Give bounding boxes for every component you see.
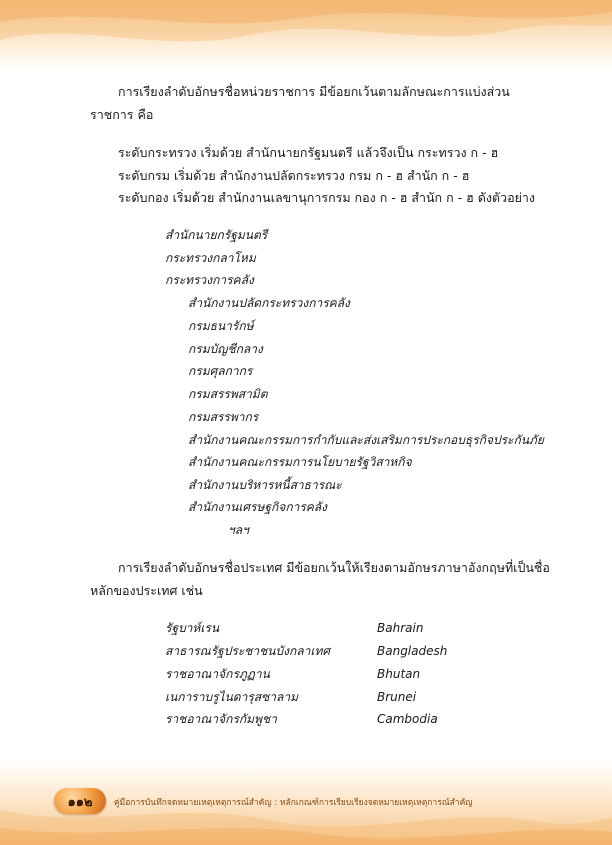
list-item-sub: กรมสรรพสามิต [188, 387, 268, 401]
list-item-sub: กรมศุลกากร [188, 364, 253, 378]
header-wave-pattern [0, 0, 612, 70]
list-item-sub: กรมบัญชีกลาง [188, 342, 263, 356]
country-thai-name: เนการาบรูไนดารุสซาลาม [165, 690, 298, 704]
footer-title: คู่มือการบันทึกจดหมายเหตุเหตุการณ์สำคัญ : หลักเกณฑ์การเรียบเรียงจดหมายเหตุเหตุการณ์สำคัญ [114, 798, 473, 808]
country-english-name: Bhutan [377, 667, 421, 681]
paragraph2-line1: การเรียงลำดับอักษรชื่อประเทศ มีข้อยกเว้นให้เรียงตามอักษรภาษาอังกฤษที่เป็นชื่อ [118, 560, 550, 575]
list-item-top: สำนักนายกรัฐมนตรี [165, 228, 268, 242]
rule-ministry: ระดับกระทรวง เริ่มด้วย สำนักนายกรัฐมนตรี แล้วจึงเป็น กระทรวง ก - ฮ [118, 145, 499, 160]
paragraph1-line1: การเรียงลำดับอักษรชื่อหน่วยราชการ มีข้อยกเว้นตามลักษณะการแบ่งส่วน [118, 84, 510, 99]
list-item-sub: สำนักงานเศรษฐกิจการคลัง [188, 500, 328, 514]
list-item-sub: สำนักงานคณะกรรมการกำกับและส่งเสริมการประกอบธุรกิจประกันภัย [188, 433, 544, 447]
country-thai-name: รัฐบาห์เรน [165, 621, 220, 635]
country-english-name: Brunei [377, 690, 417, 704]
list-item-sub: กรมธนารักษ์ [188, 319, 254, 333]
country-thai-name: ราชอาณาจักรกัมพูชา [165, 712, 277, 726]
paragraph2-line2: หลักของประเทศ เช่น [90, 583, 203, 598]
rule-department: ระดับกรม เริ่มด้วย สำนักงานปลัดกระทรวง กรม ก - ฮ สำนัก ก - ฮ [118, 168, 470, 183]
list-item-top: กระทรวงการคลัง [165, 273, 254, 287]
country-english-name: Bahrain [377, 621, 424, 635]
paragraph1-line2: ราชการ คือ [90, 107, 154, 122]
header-decoration [0, 0, 612, 70]
list-item-top: กระทรวงกลาโหม [165, 251, 256, 265]
country-english-name: Cambodia [377, 712, 438, 726]
country-thai-name: ราชอาณาจักรภูฏาน [165, 667, 270, 681]
country-english-name: Bangladesh [377, 644, 448, 658]
list-item-sub: สำนักงานบริหารหนี้สาธารณะ [188, 478, 342, 492]
list-item-sub: สำนักงานคณะกรรมการนโยบายรัฐวิสาหกิจ [188, 455, 412, 469]
list-item-sub: สำนักงานปลัดกระทรวงการคลัง [188, 296, 350, 310]
list-ellipsis: ฯลฯ [228, 523, 249, 537]
list-item-sub: กรมสรรพากร [188, 410, 259, 424]
page-number-badge: ๑๑๒ [54, 788, 106, 814]
rule-division: ระดับกอง เริ่มด้วย สำนักงานเลขานุการกรม กอง ก - ฮ สำนัก ก - ฮ ดังตัวอย่าง [118, 190, 536, 205]
country-thai-name: สาธารณรัฐประชาชนบังกลาเทศ [165, 644, 330, 658]
